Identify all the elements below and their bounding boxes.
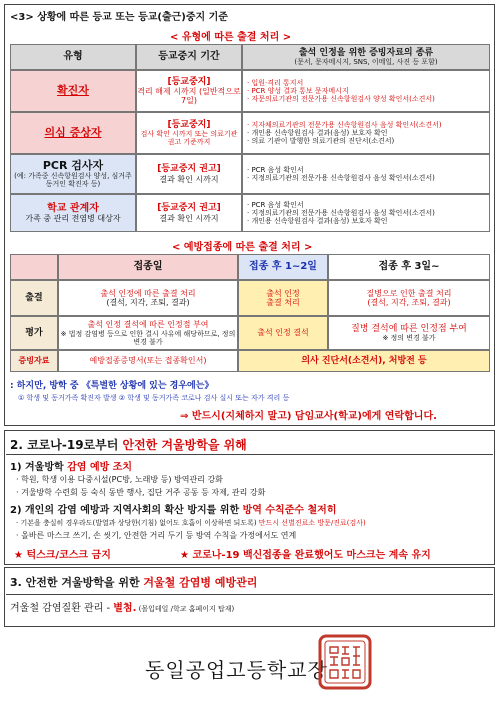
note-title: : 하지만, 방학 중 《특별한 상황에 있는 경우에는》 bbox=[10, 381, 214, 391]
t1-row1-type: 확진자 bbox=[10, 70, 136, 112]
t2-evaluation-label: 평가 bbox=[10, 316, 58, 350]
t2-header-day12: 접종 후 1~2일 bbox=[238, 254, 328, 280]
t1-header-period: 등교중지 기간 bbox=[136, 44, 242, 70]
t1-row3-docs: · PCR 음성 확인서 · 지정의료기관의 전문가용 신속항원검사 음성 확인서(소견서) bbox=[242, 154, 490, 194]
t2-evaluation-day0: 출석 인정 결석에 따른 인정점 부여 ※ 법정 감염병 등으로 인한 결시 사유에 해당하므로, 정의 변경 불가 bbox=[58, 316, 238, 350]
section2-p1-line1: · 학원, 학생 이용 다중시설(PC방, 노래방 등) 방역관리 강화 bbox=[16, 475, 223, 484]
t2-header-blank bbox=[10, 254, 58, 280]
note-contact-instruction: ⇒ 반드시(지체하지 말고) 담임교사(학교)에게 연락합니다. bbox=[180, 411, 437, 422]
section1-title: <3> 상황에 따른 등교 또는 등교(출근)중지 기준 bbox=[10, 12, 228, 23]
t2-header-day3: 접종 후 3일~ bbox=[328, 254, 490, 280]
section2-p2-line2: · 올바른 마스크 쓰기, 손 씻기, 안전한 거리 두기 등 방역 수칙을 가정에서도 연계 bbox=[16, 531, 297, 540]
t1-header-type: 유형 bbox=[10, 44, 136, 70]
t2-attendance-label: 출결 bbox=[10, 280, 58, 316]
t1-row4-period: [등교중지 권고] 결과 확인 시까지 bbox=[136, 194, 242, 232]
school-seal bbox=[318, 634, 372, 690]
t1-row2-docs: · 지자체의료기관의 전문가용 신속항원검사 음성 확인서(소견서) · 개인용 신속항원검사 결과(음성) 보호자 확인 · 의료 기관이 발행한 의료기관의 진단서(소견서) bbox=[242, 112, 490, 154]
t1-row4-type: 학교 관계자 가족 중 관리 전염병 대상자 bbox=[10, 194, 136, 232]
t2-evidence-day3: 의사 진단서(소견서), 처방전 등 bbox=[238, 350, 490, 372]
t2-attendance-day0: 출석 인정에 따른 출결 처리 (결석, 지각, 조퇴, 결과) bbox=[58, 280, 238, 316]
t1-row2-type: 의심 증상자 bbox=[10, 112, 136, 154]
t2-evidence-label: 증빙자료 bbox=[10, 350, 58, 372]
t1-row4-docs: · PCR 음성 확인서 · 지정의료기관의 전문가용 신속항원검사 음성 확인서(소견서) · 개인용 신속항원검사 결과(음성) 보호자 확인 bbox=[242, 194, 490, 232]
star-no-chin-mask: ★ 턱스크/코스크 금지 bbox=[14, 550, 111, 561]
t1-row1-period: [등교중지] 격리 해제 시까지 (일반적으로 7일) bbox=[136, 70, 242, 112]
t2-header-day0: 접종일 bbox=[58, 254, 238, 280]
section2-p2-line1: · 기본을 충실히 경우라도(발열과 상당한(기침) 없어도 호흡이 이상하면 되도록) 만드시 선별진료소 방문/진료(검사) bbox=[16, 519, 366, 527]
t1-row2-period: [등교중지] 검사 확인 시까지 또는 의료기관 권고 기준까지 bbox=[136, 112, 242, 154]
t2-attendance-day3: 질병으로 인한 출결 처리 (결석, 지각, 조퇴, 결과) bbox=[328, 280, 490, 316]
t1-row1-docs: · 입원·격리 통지서 · PCR 양성 결과 통보 문자메시지 · 자문의료기관의 전문가용 신속항원검사 양성 확인서(소견서) bbox=[242, 70, 490, 112]
t2-evidence-day0: 예방접종증명서(또는 접종확인서) bbox=[58, 350, 238, 372]
t2-evaluation-day12: 출석 인정 결석 bbox=[238, 316, 328, 350]
section2-p1-title: 1) 겨울방학 감염 예방 조치 bbox=[10, 462, 133, 473]
section2-p2-title: 2) 개인의 감염 예방과 지역사회의 확산 방지를 위한 방역 수칙준수 철저히 bbox=[10, 505, 337, 516]
section3-title: 3. 안전한 겨울방학을 위한 겨울철 감염병 예방관리 bbox=[10, 576, 258, 589]
t2-evaluation-day3: 질병 결석에 따른 인정점 부여 ※ 정의 변경 불가 bbox=[328, 316, 490, 350]
section3-line: 겨울철 감염질환 관리 - 별첨. (몰입테일 /학교 홈페이지 탑재) bbox=[10, 603, 235, 614]
table2-title: < 예방접종에 따른 출결 처리 > bbox=[172, 242, 313, 253]
t1-row3-type: PCR 검사자 (예: 가족중 신속항원검사 양성, 심거주 동거인 확진자 등) bbox=[10, 154, 136, 194]
t1-header-docs: 출석 인정을 위한 증빙자료의 종류 (문서, 문자메시지, SNS, 이메일, 사진 등 포함) bbox=[242, 44, 490, 70]
section2-p1-line2: · 겨울방학 수련회 등 숙식 동반 행사, 집단 거주 공동 등 자제, 관리 강화 bbox=[16, 488, 266, 497]
t1-row3-period: [등교중지 권고] 결과 확인 시까지 bbox=[136, 154, 242, 194]
principal-signature: 동일공업고등학교장 bbox=[145, 658, 328, 682]
section2-underline bbox=[6, 454, 493, 455]
note-cases: ① 학생 및 동거가족 확진자 발생 ② 학생 및 동거가족 코로나 검사 실시 또는 자가 격리 등 bbox=[18, 394, 290, 402]
table1-title: < 유형에 따른 출결 처리 > bbox=[170, 32, 292, 43]
t2-attendance-day12: 출석 인정 출결 처리 bbox=[238, 280, 328, 316]
section2-title: 2. 코로나-19로부터 안전한 겨울방학을 위해 bbox=[10, 438, 247, 452]
section3-underline bbox=[6, 594, 493, 595]
star-keep-mask: ★ 코로나-19 백신접종을 완료했어도 마스크는 계속 유지 bbox=[180, 550, 431, 561]
